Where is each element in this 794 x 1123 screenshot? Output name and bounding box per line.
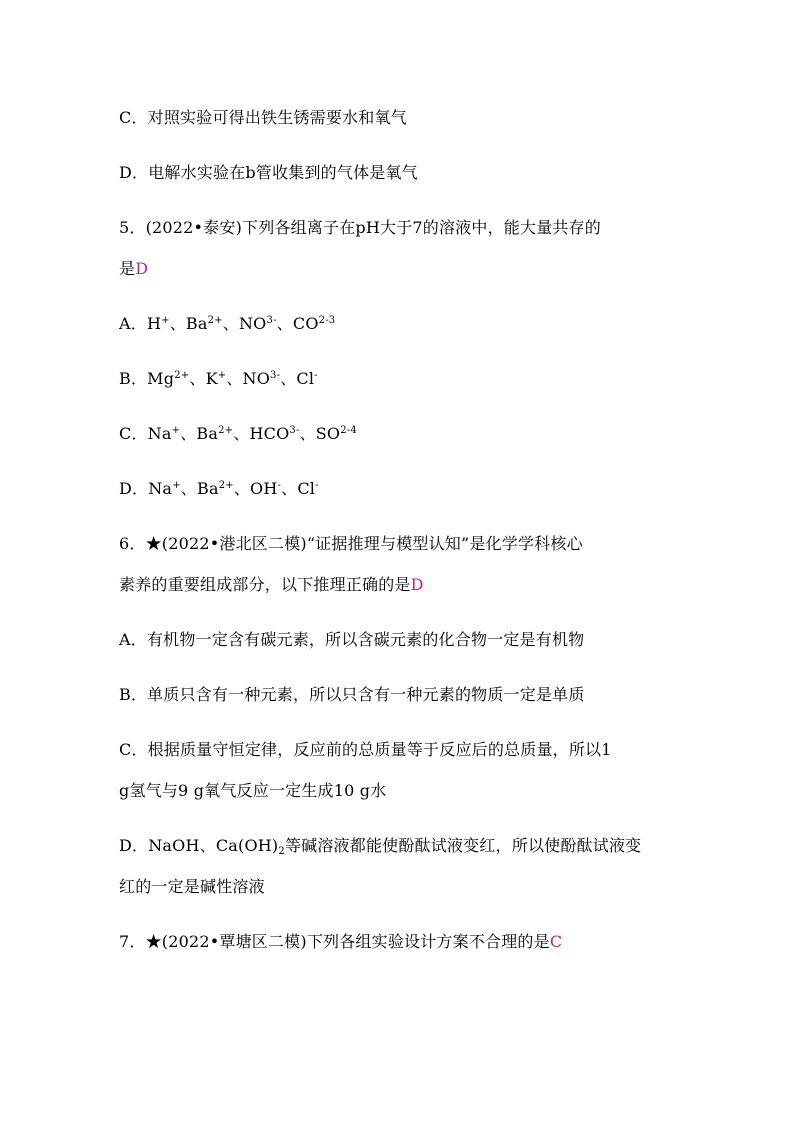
q5-a-ion2-charge: 2+ [207,315,223,326]
q5-d-sep3: 、 [281,479,298,498]
q5-option-d [119,478,754,500]
q5-b-ion2: K [205,369,218,388]
q5-b-ion1-charge: 2+ [174,370,190,381]
q5-stem-text: 是 [119,259,136,278]
q5-a-sep1: 、 [169,314,186,333]
q5-c-ion2: Ba [196,424,219,443]
q5-c-sep2: 、 [233,424,250,443]
q5-a-ion3: NO [238,314,267,333]
q5-d-sep1: 、 [180,479,197,498]
q5-a-sep3: 、 [276,314,293,333]
q6-option-d-line2: 红的一定是碱性溶液 [119,877,265,896]
q6-option-d-line1 [119,835,754,857]
q5-c-ion2-charge: 2+ [218,425,234,436]
q6-stem-line1: 6．★(2022•港北区二模)“证据推理与模型认知”是化学学科核心 [119,534,583,553]
q6-stem-text: 素养的重要组成部分，以下推理正确的是 [119,575,411,594]
q5-c-ion4: SO [315,424,341,443]
q5-c-sep1: 、 [180,424,197,443]
q5-option-b-label: B． [119,369,148,388]
q5-d-ion3-charge: - [277,480,282,491]
q6-answer: D [410,575,424,594]
q5-a-sep2: 、 [222,314,239,333]
q5-c-sep3: 、 [299,424,316,443]
q5-stem-line2 [119,258,754,280]
q5-b-ion2-charge: + [217,370,227,381]
q5-option-a-label: A． [119,314,147,333]
q5-option-c [119,423,754,445]
q5-b-ion4-charge: - [314,370,318,381]
q6-option-c-line2: g氢气与9 g氧气反应一定生成10 g水 [119,781,387,800]
q7-stem [119,931,754,953]
q5-option-b [119,368,754,390]
q5-d-sep2: 、 [233,479,251,498]
q6-option-a: A．有机物一定含有碳元素，所以含碳元素的化合物一定是有机物 [119,630,585,649]
q6-option-d-text-b: 等碱溶液都能使酚酞试液变红，所以使酚酞试液变 [284,836,642,855]
q5-a-ion3-charge: 3- [266,315,277,326]
q5-option-d-label: D． [119,479,149,498]
q5-a-ion1-charge: + [161,315,170,326]
q5-option-a [119,313,754,335]
q5-b-sep2: 、 [226,369,243,388]
q7-stem-text: 7．★(2022•覃塘区二模)下列各组实验设计方案不合理的是 [119,932,550,951]
q5-d-ion4: Cl [297,479,316,498]
q4-option-c: C．对照实验可得出铁生锈需要水和氧气 [119,108,407,127]
q5-answer: D [135,259,149,278]
q5-b-ion4: Cl [296,369,315,388]
q6-option-b: B．单质只含有一种元素，所以只含有一种元素的物质一定是单质 [119,685,585,704]
q5-a-ion4-charge: 2-3 [318,315,336,326]
q5-d-ion1: Na [148,479,173,498]
q5-b-ion3: NO [242,369,271,388]
q6-option-d-text-a: D．NaOH、Ca(OH) [119,836,279,855]
q5-stem-line1: 5．(2022•泰安)下列各组离子在pH大于7的溶液中，能大量共存的 [119,218,601,237]
q5-a-ion2: Ba [185,314,208,333]
q5-b-ion3-charge: 3- [270,370,281,381]
q5-option-c-label: C． [119,424,148,443]
q7-answer: C [549,932,563,951]
q5-d-ion2-charge: 2+ [218,480,234,491]
q5-c-ion4-charge: 2-4 [340,425,357,436]
q5-d-ion2: Ba [196,479,219,498]
q5-b-sep3: 、 [280,369,297,388]
q6-option-d-subscript: 2 [278,846,285,857]
q5-a-ion4: CO [292,314,319,333]
q5-d-ion1-charge: + [172,480,181,491]
q5-d-ion4-charge: - [315,480,319,491]
q6-stem-line2 [119,574,754,596]
q6-option-c-line1: C．根据质量守恒定律，反应前的总质量等于反应后的总质量，所以1 [119,740,612,759]
q4-option-d: D．电解水实验在b管收集到的气体是氧气 [119,163,418,182]
q5-b-ion1: Mg [147,369,175,388]
q5-c-ion1: Na [147,424,172,443]
q5-b-sep1: 、 [189,369,206,388]
q5-c-ion3: HCO [249,424,290,443]
q5-c-ion1-charge: + [171,425,181,436]
q5-d-ion3: OH [250,479,278,498]
q5-c-ion3-charge: 3- [289,425,300,436]
q5-a-ion1: H [146,314,162,333]
